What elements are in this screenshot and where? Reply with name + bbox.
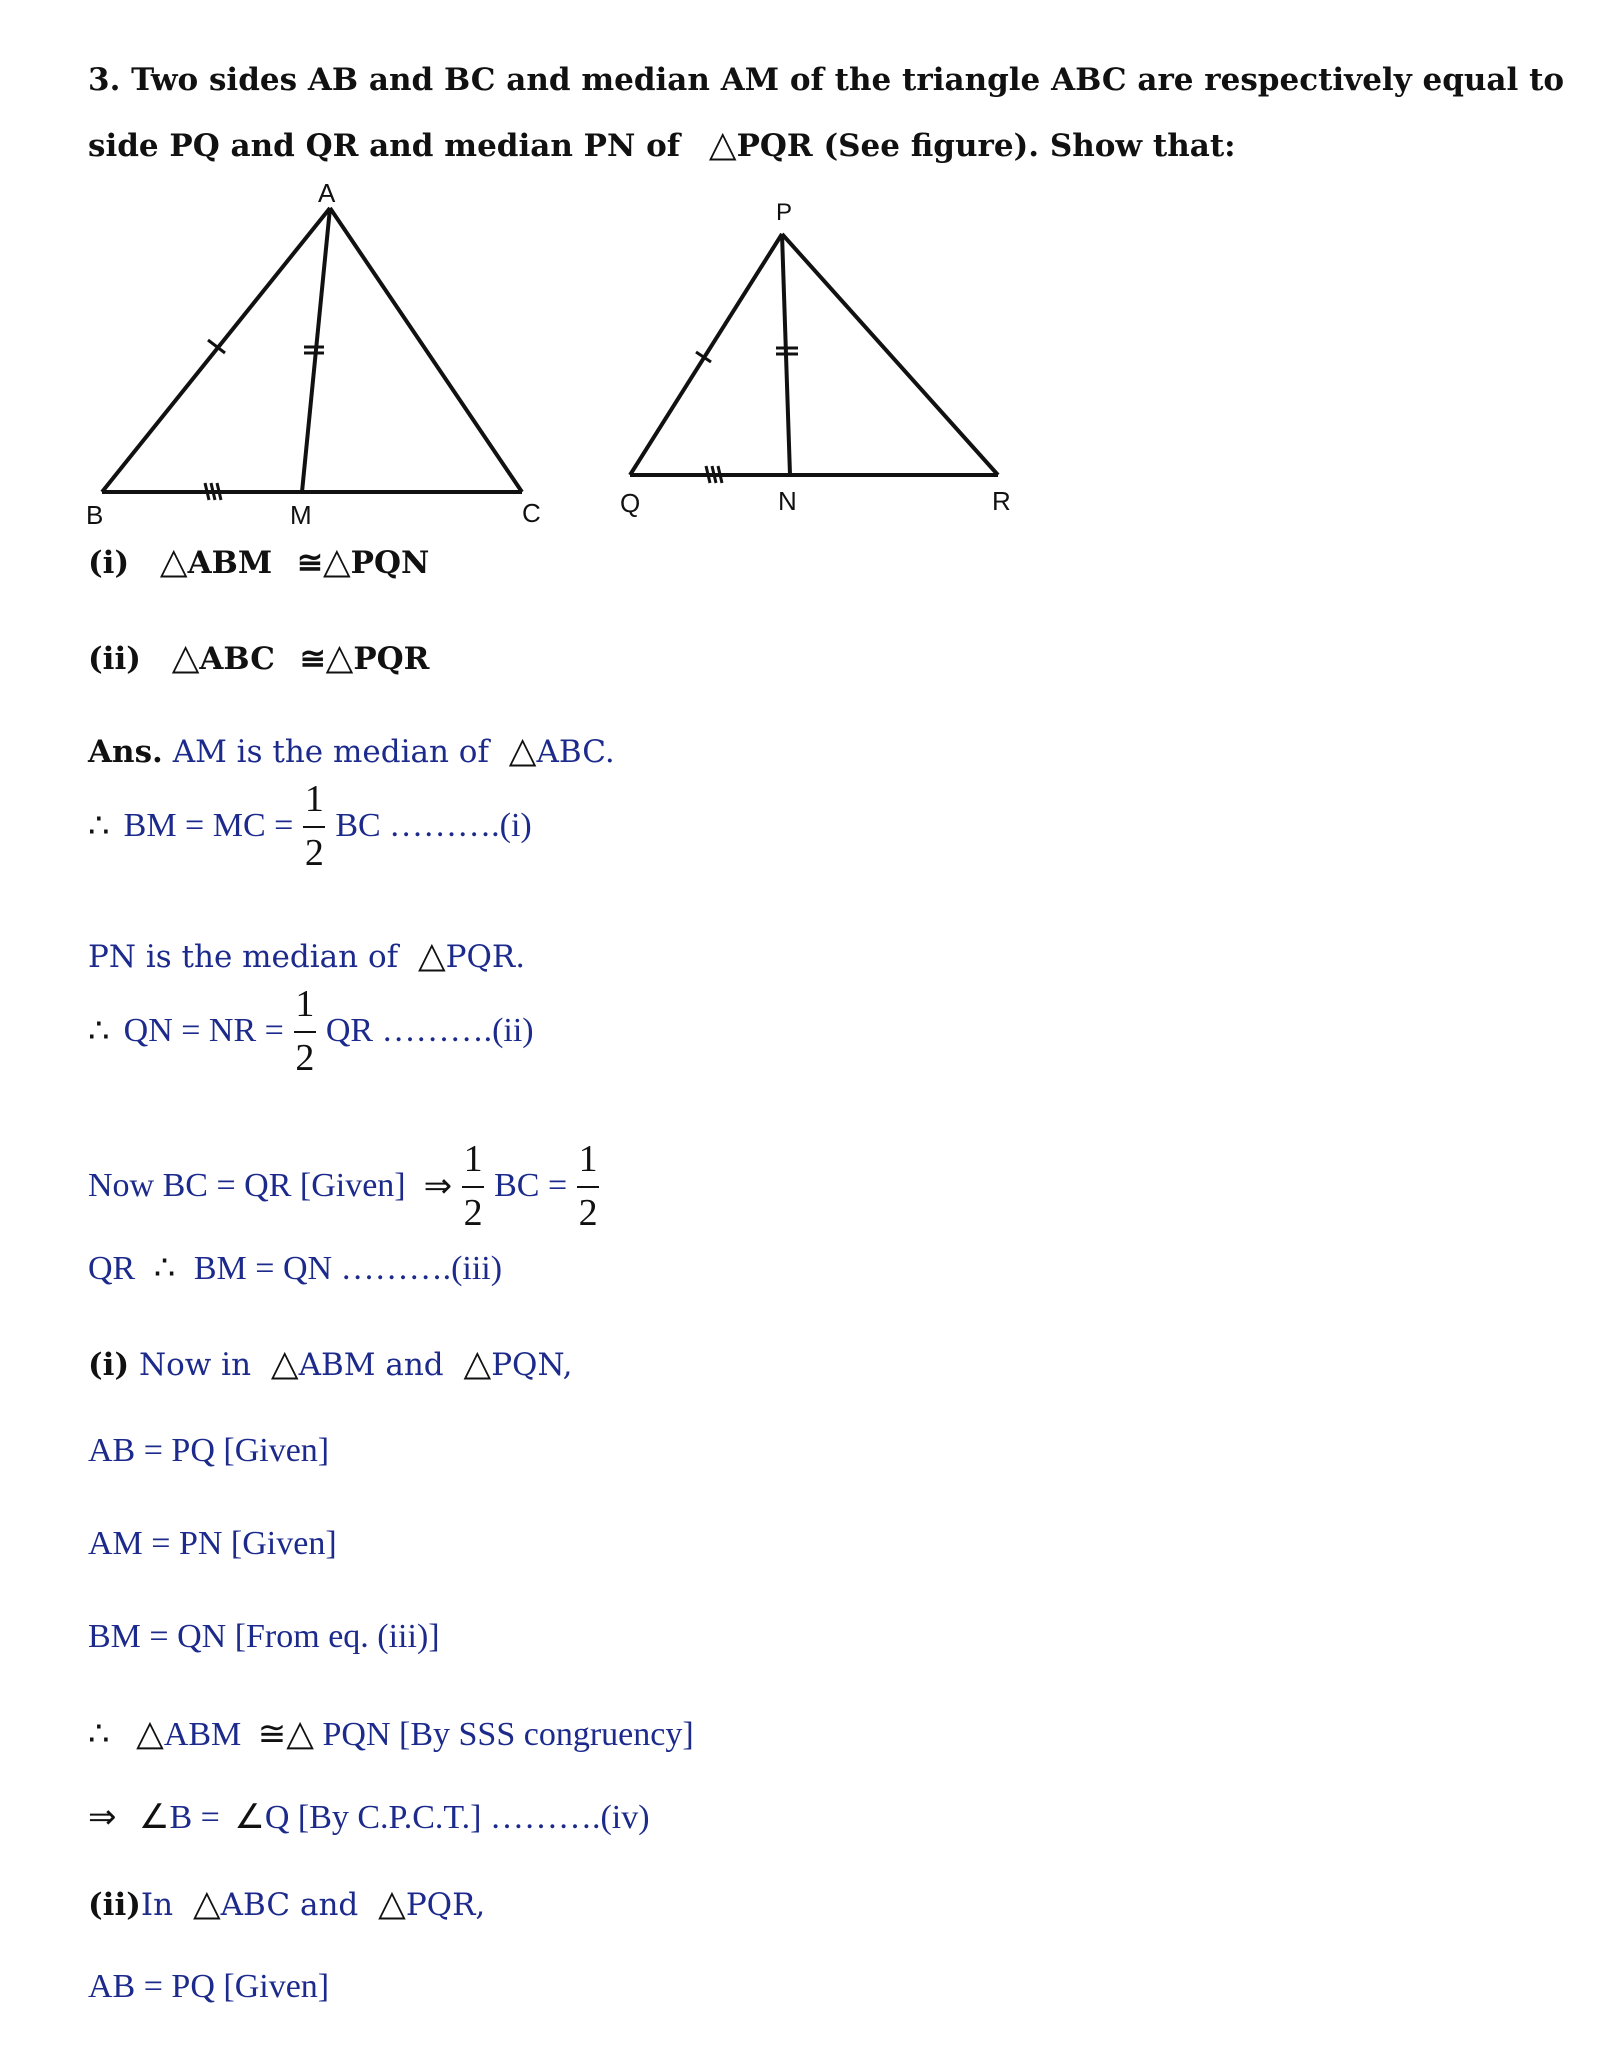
answer-line-14: AB = PQ [Given]: [88, 1968, 330, 2005]
fraction-half: [577, 1140, 599, 1232]
sub-part-ii-label: (ii): [88, 1887, 141, 1923]
answer-line-10: BM = QN [From eq. (iii)]: [88, 1618, 440, 1655]
answer-line-11: [88, 1712, 694, 1754]
congruent-symbol: ≅: [257, 1716, 287, 1753]
triangle-symbol: △: [417, 935, 446, 976]
ans-label: Ans.: [88, 734, 163, 770]
fraction-den: 2: [295, 1037, 315, 1079]
part-ii-right: PQR: [353, 641, 430, 677]
therefore-symbol: ∴: [88, 1013, 110, 1050]
question-line-1: 3. Two sides AB and BC and median AM of the triangle ABC are respectively equal to: [88, 62, 1565, 98]
implies-symbol: ⇒: [423, 1168, 453, 1205]
triangles-figure: [60, 170, 1040, 540]
fraction-den: 2: [304, 832, 324, 874]
label-n: N: [778, 486, 797, 516]
label-c: C: [522, 498, 541, 528]
therefore-symbol: ∴: [88, 1716, 110, 1753]
answer-line-3-text: PN is the median of: [88, 939, 399, 975]
answer-line-3: [88, 935, 525, 976]
answer-line-3-tri: PQR.: [445, 939, 526, 975]
sub-part-i-label: (i): [88, 1347, 130, 1383]
answer-line-12: [88, 1797, 650, 1837]
part-i: [88, 540, 429, 582]
answer-line-2-left: BM = MC =: [123, 807, 294, 844]
triangle-symbol: △: [286, 1713, 314, 1753]
triangle-symbol: △: [136, 1713, 164, 1753]
answer-line-7-c: PQN,: [491, 1347, 573, 1383]
label-p: P: [776, 199, 793, 226]
answer-line-6-right: BM = QN ……….(iii): [193, 1250, 503, 1287]
triangle-abc: [102, 208, 522, 500]
fraction-half: [303, 780, 325, 872]
therefore-symbol: ∴: [88, 808, 110, 845]
fraction-num: 1: [295, 983, 315, 1025]
angle-symbol: ∠: [234, 1799, 265, 1836]
part-i-left: ABM: [187, 545, 273, 581]
triangle-symbol: △: [508, 730, 537, 771]
triangle-pqr: [630, 234, 998, 483]
answer-line-4: [88, 985, 534, 1077]
answer-line-7-b: ABM and: [298, 1347, 444, 1383]
fraction-den: 2: [578, 1192, 598, 1234]
label-a: A: [318, 178, 336, 208]
label-q: Q: [620, 488, 641, 518]
fraction-bar: [294, 1031, 316, 1033]
fraction-half: [462, 1140, 484, 1232]
congruent-symbol: ≅: [296, 545, 323, 581]
fraction-num: 1: [304, 778, 324, 820]
triangle-symbol: △: [708, 123, 737, 165]
answer-line-1-tri: ABC.: [536, 734, 615, 770]
triangle-symbol: △: [322, 540, 351, 582]
label-r: R: [992, 486, 1011, 516]
triangle-symbol: △: [378, 1883, 406, 1924]
answer-line-7-a: Now in: [138, 1347, 252, 1383]
answer-line-12-b: Q [By C.P.C.T.] ……….(iv): [264, 1799, 650, 1836]
answer-line-4-left: QN = NR =: [123, 1012, 284, 1049]
answer-line-13: [88, 1883, 485, 1924]
question-line-2: [88, 123, 1236, 165]
triangle-symbol: △: [463, 1343, 492, 1384]
answer-line-13-b: ABC and: [220, 1887, 359, 1923]
triangle-symbol: △: [325, 636, 354, 678]
answer-line-6-left: QR: [88, 1250, 136, 1287]
question-line-2-b: PQR (See figure). Show that:: [736, 128, 1236, 164]
fraction-bar: [462, 1186, 484, 1188]
triangle-symbol: △: [192, 1883, 221, 1924]
answer-line-11-a: ABM: [163, 1716, 242, 1753]
label-b: B: [86, 500, 104, 530]
fraction-den: 2: [463, 1192, 483, 1234]
answer-line-5: [88, 1140, 609, 1232]
answer-line-5-left: Now BC = QR [Given]: [88, 1167, 406, 1204]
fraction-bar: [303, 826, 325, 828]
answer-line-7: [88, 1343, 572, 1384]
part-ii: [88, 636, 429, 678]
answer-line-2: [88, 780, 532, 872]
answer-line-5-mid: BC =: [494, 1167, 568, 1204]
fraction-bar: [577, 1186, 599, 1188]
answer-line-6: [88, 1248, 502, 1288]
triangle-symbol: △: [270, 1343, 299, 1384]
implies-symbol: ⇒: [88, 1799, 117, 1836]
therefore-symbol: ∴: [153, 1250, 176, 1287]
answer-line-4-right: QR ……….(ii): [325, 1012, 534, 1049]
answer-line-9: AM = PN [Given]: [88, 1525, 337, 1562]
fraction-half: [294, 985, 316, 1077]
part-i-right: PQN: [350, 545, 430, 581]
answer-line-2-right: BC ……….(i): [335, 807, 532, 844]
answer-line-1-text: AM is the median of: [172, 734, 489, 770]
triangle-symbol: △: [171, 636, 200, 678]
question-line-2-a: side PQ and QR and median PN of: [88, 128, 681, 164]
answer-line-11-b: PQN [By SSS congruency]: [322, 1716, 694, 1753]
fraction-num: 1: [578, 1138, 598, 1180]
answer-line-13-c: PQR,: [405, 1887, 486, 1923]
part-ii-number: (ii): [88, 641, 141, 677]
triangle-symbol: △: [159, 540, 188, 582]
part-ii-left: ABC: [199, 641, 275, 677]
fraction-num: 1: [463, 1138, 483, 1180]
label-m: M: [290, 500, 312, 530]
angle-symbol: ∠: [139, 1799, 170, 1836]
part-i-number: (i): [88, 545, 130, 581]
answer-line-13-a: In: [140, 1887, 174, 1923]
answer-line-8: AB = PQ [Given]: [88, 1432, 330, 1469]
congruent-symbol: ≅: [299, 641, 326, 677]
answer-line-12-a: B =: [169, 1799, 220, 1836]
answer-line-1: [88, 730, 615, 771]
